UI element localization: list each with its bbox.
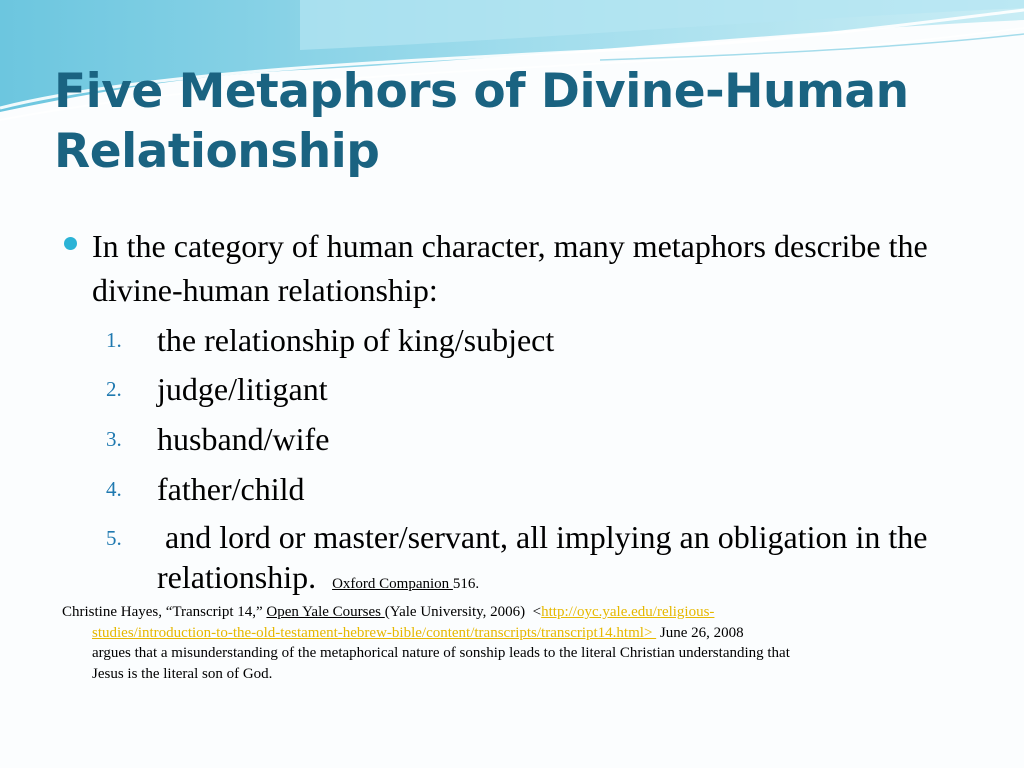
list-item: father/child	[157, 471, 305, 507]
oxford-ref-title: Oxford Companion	[332, 576, 453, 592]
citation-line-3: argues that a misunderstanding of the metaphorical nature of sonship leads to the literal Christian understanding that	[92, 645, 790, 661]
list-item-text: and lord or master/servant, all implying an obligation in the relationship.	[157, 519, 936, 595]
citation-line-4: Jesus is the literal son of God.	[92, 665, 273, 682]
citation-link-cont[interactable]: studies/introduction-to-the-old-testament-hebrew-bible/content/transcripts/transcript14.html>	[92, 624, 657, 641]
bullet-text: In the category of human character, many metaphors describe the divine-human relationship:	[92, 228, 928, 308]
citation-date: June 26, 2008	[656, 624, 744, 641]
citation	[62, 602, 972, 684]
oxford-reference	[332, 576, 479, 592]
list-number: 5.	[106, 526, 122, 550]
list-item: the relationship of king/subject	[157, 322, 555, 358]
citation-line-2	[62, 623, 972, 644]
list-item: judge/litigant	[157, 371, 328, 407]
citation-source: Open Yale Courses	[266, 604, 385, 620]
list-number: 3.	[106, 427, 122, 451]
oxford-ref-page: 516.	[452, 576, 480, 592]
citation-link[interactable]: http://oyc.yale.edu/religious-	[541, 604, 715, 620]
list-number: 1.	[106, 328, 122, 352]
list-item: husband/wife	[157, 421, 330, 457]
citation-author: Christine Hayes, “Transcript 14,”	[62, 604, 267, 620]
bullet-dot-icon	[64, 237, 77, 250]
list-number: 4.	[106, 477, 122, 501]
list-item	[157, 517, 987, 604]
citation-line-1	[62, 602, 972, 623]
citation-publisher: (Yale University, 2006) <	[384, 604, 542, 620]
list-number: 2.	[106, 377, 122, 401]
slide-title: Five Metaphors of Divine-Human Relationship	[54, 64, 909, 179]
